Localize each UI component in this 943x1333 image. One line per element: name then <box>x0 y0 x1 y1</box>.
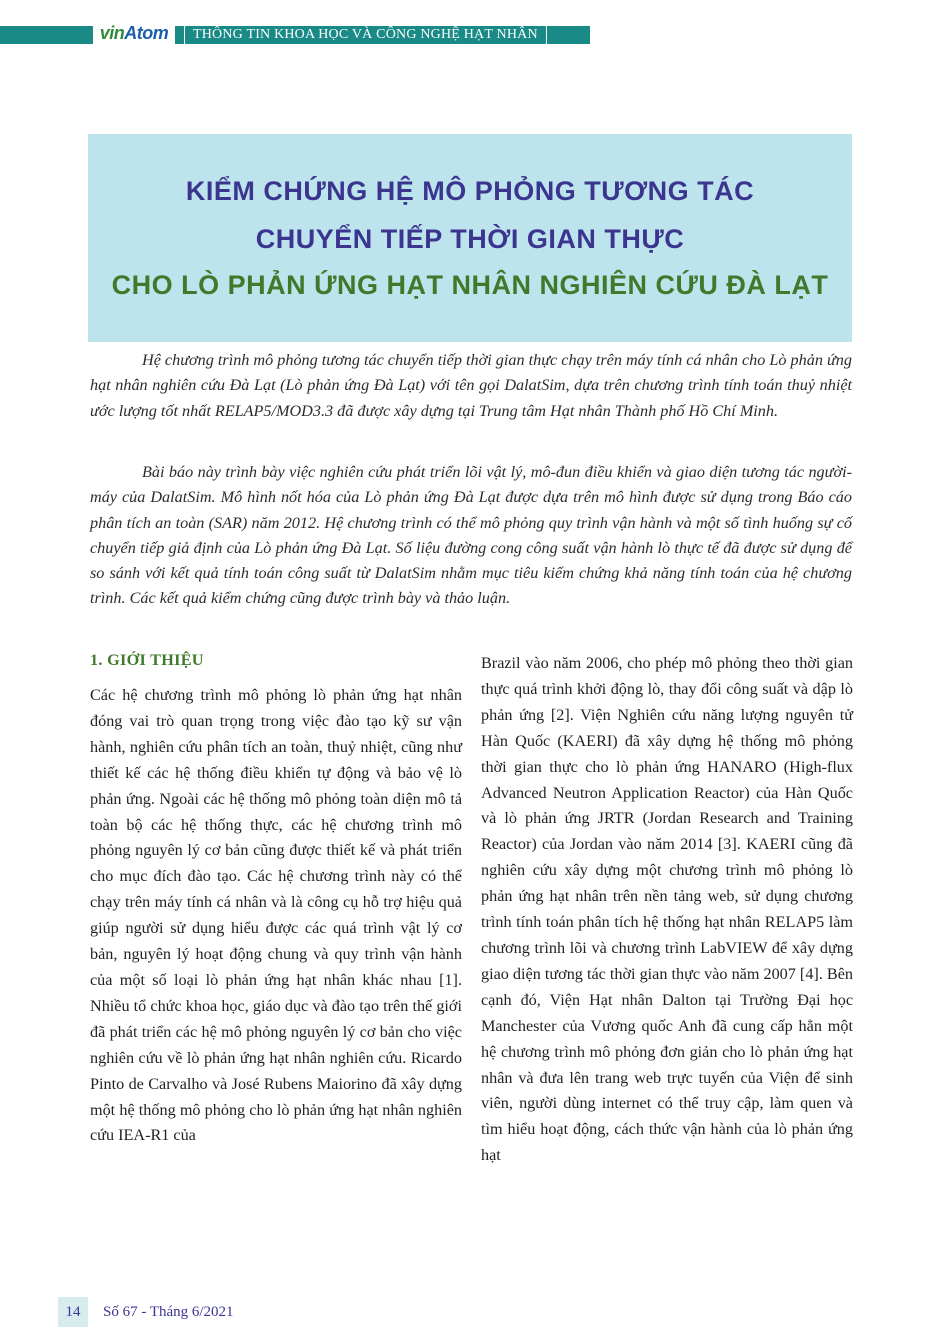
body-column-left: Các hệ chương trình mô phỏng lò phản ứng hạt nhân đóng vai trò quan trọng trong việc đào tạo kỹ sư vận hành, nghiên cứu phân tích an toàn, thuỷ nhiệt, cũng như thiết kế các hệ thống điều khiển tự động và bảo vệ lò phản ứng. Ngoài các hệ thống mô phỏng toàn diện mô tả toàn bộ các hệ thống thực, các hệ chương trình mô phỏng nguyên lý cơ bản cũng được thiết kế và phát triển cho mục đích đào tạo. Các hệ chương trình này có thể chạy trên máy tính cá nhân và là công cụ hỗ trợ hiệu quả giúp người sử dụng hiểu được các quá trình vật lý cơ bản, nguyên lý hoạt động chung và quy trình vận hành của một số loại lò phản ứng hạt nhân khác nhau [1]. Nhiều tổ chức khoa học, giáo dục và đào tạo trên thế giới đã phát triển các hệ mô phỏng nguyên lý cơ bản cho việc nghiên cứu về lò phản ứng hạt nhân nghiên cứu. Ricardo Pinto de Carvalho và José Rubens Maiorino đã xây dựng một hệ thống mô phỏng cho lò phản ứng hạt nhân nghiên cứu IEA-R1 của <box>90 686 462 1145</box>
section-heading: 1. GIỚI THIỆU <box>90 651 204 669</box>
title-line-1: KIỂM CHỨNG HỆ MÔ PHỎNG TƯƠNG TÁC <box>185 176 755 206</box>
page-number: 14 <box>58 1297 88 1327</box>
abstract-paragraph-1: Hệ chương trình mô phỏng tương tác chuyển tiếp thời gian thực chạy trên máy tính cá nhân cho Lò phản ứng hạt nhân nghiên cứu Đà Lạt (Lò phản ứng Đà Lạt) với tên gọi DalatSim, dựa trên chương trình tính toán thuỷ nhiệt ước lượng tốt nhất RELAP5/MOD3.3 đã được xây dựng tại Trung tâm Hạt nhân Thành phố Hồ Chí Minh. <box>90 351 852 420</box>
title-line-3: CHO LÒ PHẢN ỨNG HẠT NHÂN NGHIÊN CỨU ĐÀ LẠT <box>111 270 829 300</box>
title-box <box>88 134 852 342</box>
vinatom-logo: vinAtom <box>93 18 175 48</box>
title-line-2: CHUYỂN TIẾP THỜI GIAN THỰC <box>255 224 685 254</box>
issue-info: Số 67 - Tháng 6/2021 <box>103 1304 234 1320</box>
body-column-right: Brazil vào năm 2006, cho phép mô phỏng theo thời gian thực quá trình khởi động lò, thay đổi công suất và dập lò phản ứng [2]. Viện Nghiên cứu năng lượng nguyên tử Hàn Quốc (KAERI) đã xây dựng hệ thống mô phỏng thời gian thực cho lò phản ứng HANARO (High-flux Advanced Neutron Application Reactor) của Hàn Quốc và lò phản ứng JRTR (Jordan Research and Training Reactor) của Jordan vào năm 2014 [3]. KAERI cũng đã nghiên cứu xây dựng một chương trình mô phỏng lò phản ứng hạt nhân trên nền tảng web, sử dụng chương trình tính toán phân tích hệ thống hạt nhân RELAP5 làm chương trình lõi và chương trình LabVIEW để xây dựng giao diện tương tác thời gian thực vào năm 2007 [4]. Bên cạnh đó, Viện Hạt nhân Dalton tại Trường Đại học Manchester của Vương quốc Anh đã cung cấp hẳn một hệ chương trình mô phỏng đơn giản cho lò phản ứng hạt nhân và đưa lên trang web trực tuyến của Viện để sinh viên, người dùng internet có thể truy cập, làm quen và tìm hiểu hoạt động, cách thức vận hành của lò phản ứng hạt <box>481 654 853 1165</box>
abstract-paragraph-2: Bài báo này trình bày việc nghiên cứu phát triển lõi vật lý, mô-đun điều khiển và giao diện tương tác người-máy của DalatSim. Mô hình nốt hóa của Lò phản ứng Đà Lạt được dựa trên mô hình được sử dụng trong Báo cáo phân tích an toàn (SAR) năm 2012. Hệ chương trình có thể mô phỏng quy trình vận hành và một số tình huống sự cố chuyển tiếp giả định của Lò phản ứng Đà Lạt. Số liệu đường cong công suất vận hành lò thực tế đã được sử dụng để so sánh với kết quả tính toán công suất từ DalatSim nhằm mục tiêu kiểm chứng khả năng tính toán của hệ chương trình. Các kết quả kiểm chứng cũng được trình bày và thảo luận. <box>90 463 852 608</box>
journal-name: THÔNG TIN KHOA HỌC VÀ CÔNG NGHỆ HẠT NHÂN <box>184 25 547 45</box>
